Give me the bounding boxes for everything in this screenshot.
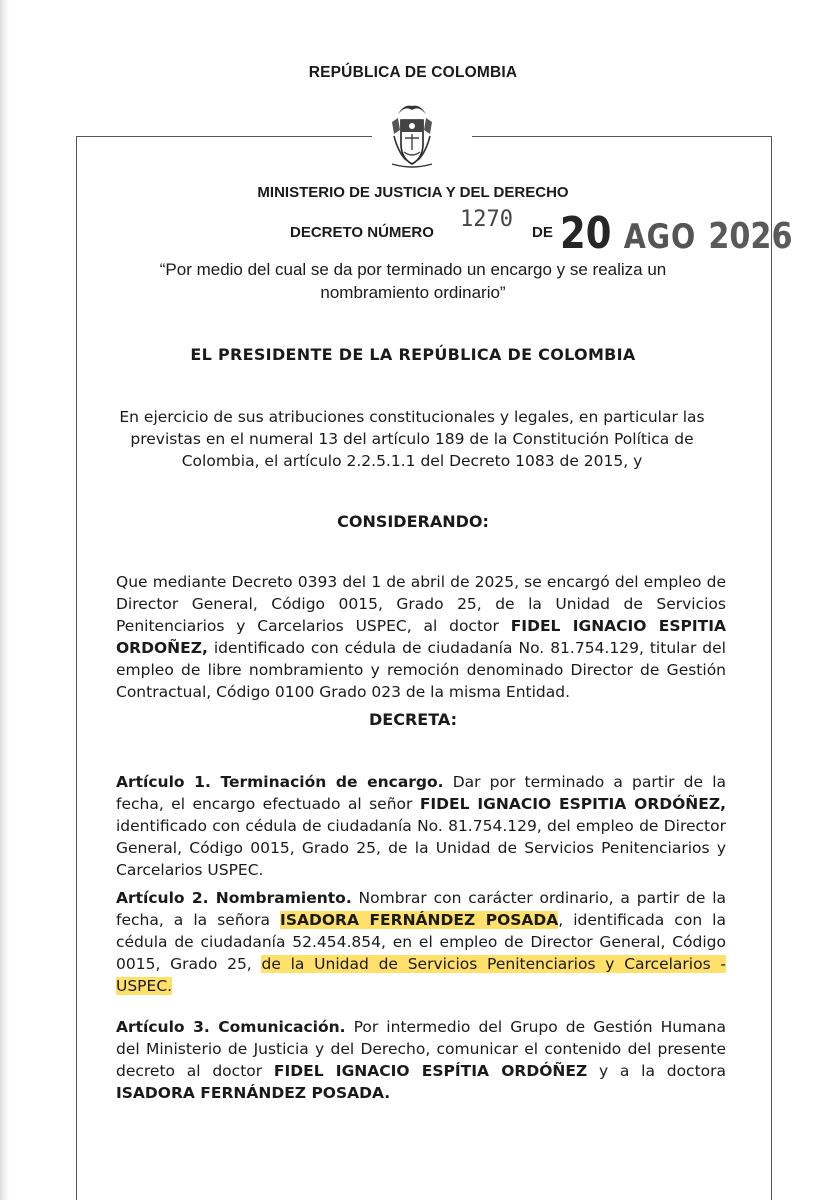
decrees-heading: DECRETA: [369, 710, 457, 729]
frame-border-left [76, 136, 77, 1200]
article-3-person-name-2: ISADORA FERNÁNDEZ POSADA. [116, 1084, 391, 1102]
article-1-person-name: FIDEL IGNACIO ESPITIA ORDÓÑEZ, [419, 795, 726, 813]
frame-border-top-left [76, 136, 372, 137]
date-stamp [560, 208, 793, 259]
decree-epigraph: “Por medio del cual se da por terminado un encargo y se realiza un nombramiento ordinario” [159, 260, 667, 302]
considering-text-2: identificado con cédula de ciudadanía No. 81.754.129, titular del empleo de libre nombramiento y remoción denominado Director de Gestión Contractual, Código 0100 Grado 023 de la misma Entidad. [116, 639, 726, 701]
ministry-heading: MINISTERIO DE JUSTICIA Y DEL DERECHO [257, 184, 569, 201]
article-3-text-2: y a la doctora [587, 1062, 727, 1080]
article-2-text-2: , identificada con la cédula de ciudadanía 52.454.854, en el empleo de Director General, Código 0015, Grado 25, [116, 911, 726, 973]
article-3-text-1: Por intermedio del Grupo de Gestión Humana del Ministerio de Justicia y del Derecho, comunicar el contenido del presente decreto al doctor [116, 1018, 726, 1080]
considering-heading: CONSIDERANDO: [337, 512, 489, 531]
article-2-highlighted-text: de la Unidad de Servicios Penitenciarios y Carcelarios - USPEC. [116, 955, 726, 995]
decree-number-label: DECRETO NÚMERO [290, 224, 434, 241]
article-2-text-1: Nombrar con carácter ordinario, a partir de la fecha, a la señora [116, 889, 726, 929]
powers-paragraph: En ejercicio de sus atribuciones constitucionales y legales, en particular las previstas en el numeral 13 del artículo 189 de la Constitución Política de Colombia, el artículo 2.2.5.1.1 del Decreto 1083 de 2015, y [119, 408, 705, 470]
article-1-text-1: Dar por terminado a partir de la fecha, el encargo efectuado al señor [116, 773, 726, 813]
frame-border-top-right [472, 136, 772, 137]
article-1-title: Artículo 1. Terminación de encargo. [116, 773, 444, 791]
article-1-text-2: identificado con cédula de ciudadanía No. 81.754.129, del empleo de Director General, Código 0015, Grado 25, de la Unidad de Servicios Penitenciarios y Carcelarios USPEC. [116, 817, 726, 879]
article-3 [116, 1016, 726, 1104]
article-3-person-name-1: FIDEL IGNACIO ESPÍTIA ORDÓÑEZ [273, 1062, 588, 1080]
date-stamp-year: 2026 [708, 216, 793, 257]
article-1 [116, 771, 726, 881]
considering-text-1: Que mediante Decreto 0393 del 1 de abril de 2025, se encargó del empleo de Director General, Código 0015, Grado 25, de la Unidad de Servicios Penitenciarios y Carcelarios USPEC, al doctor [116, 573, 726, 635]
issuer-heading: EL PRESIDENTE DE LA REPÚBLICA DE COLOMBIA [190, 345, 636, 364]
frame-border-right [771, 136, 772, 1200]
page-edge-shadow [0, 0, 10, 1200]
article-2 [116, 887, 726, 997]
article-3-title: Artículo 3. Comunicación. [116, 1018, 346, 1036]
article-2-person-name-highlighted: ISADORA FERNÁNDEZ POSADA [280, 911, 559, 929]
article-2-title: Artículo 2. Nombramiento. [116, 889, 352, 907]
date-stamp-month: AGO [623, 217, 697, 257]
date-stamp-day: 20 [560, 208, 612, 259]
country-heading: REPÚBLICA DE COLOMBIA [308, 64, 518, 81]
decree-number: 1270 [460, 207, 513, 232]
date-label: DE [532, 224, 553, 241]
considering-paragraph [116, 571, 726, 703]
considering-person-name: FIDEL IGNACIO ESPITIA ORDOÑEZ, [116, 617, 726, 657]
coat-of-arms-icon [384, 100, 440, 170]
